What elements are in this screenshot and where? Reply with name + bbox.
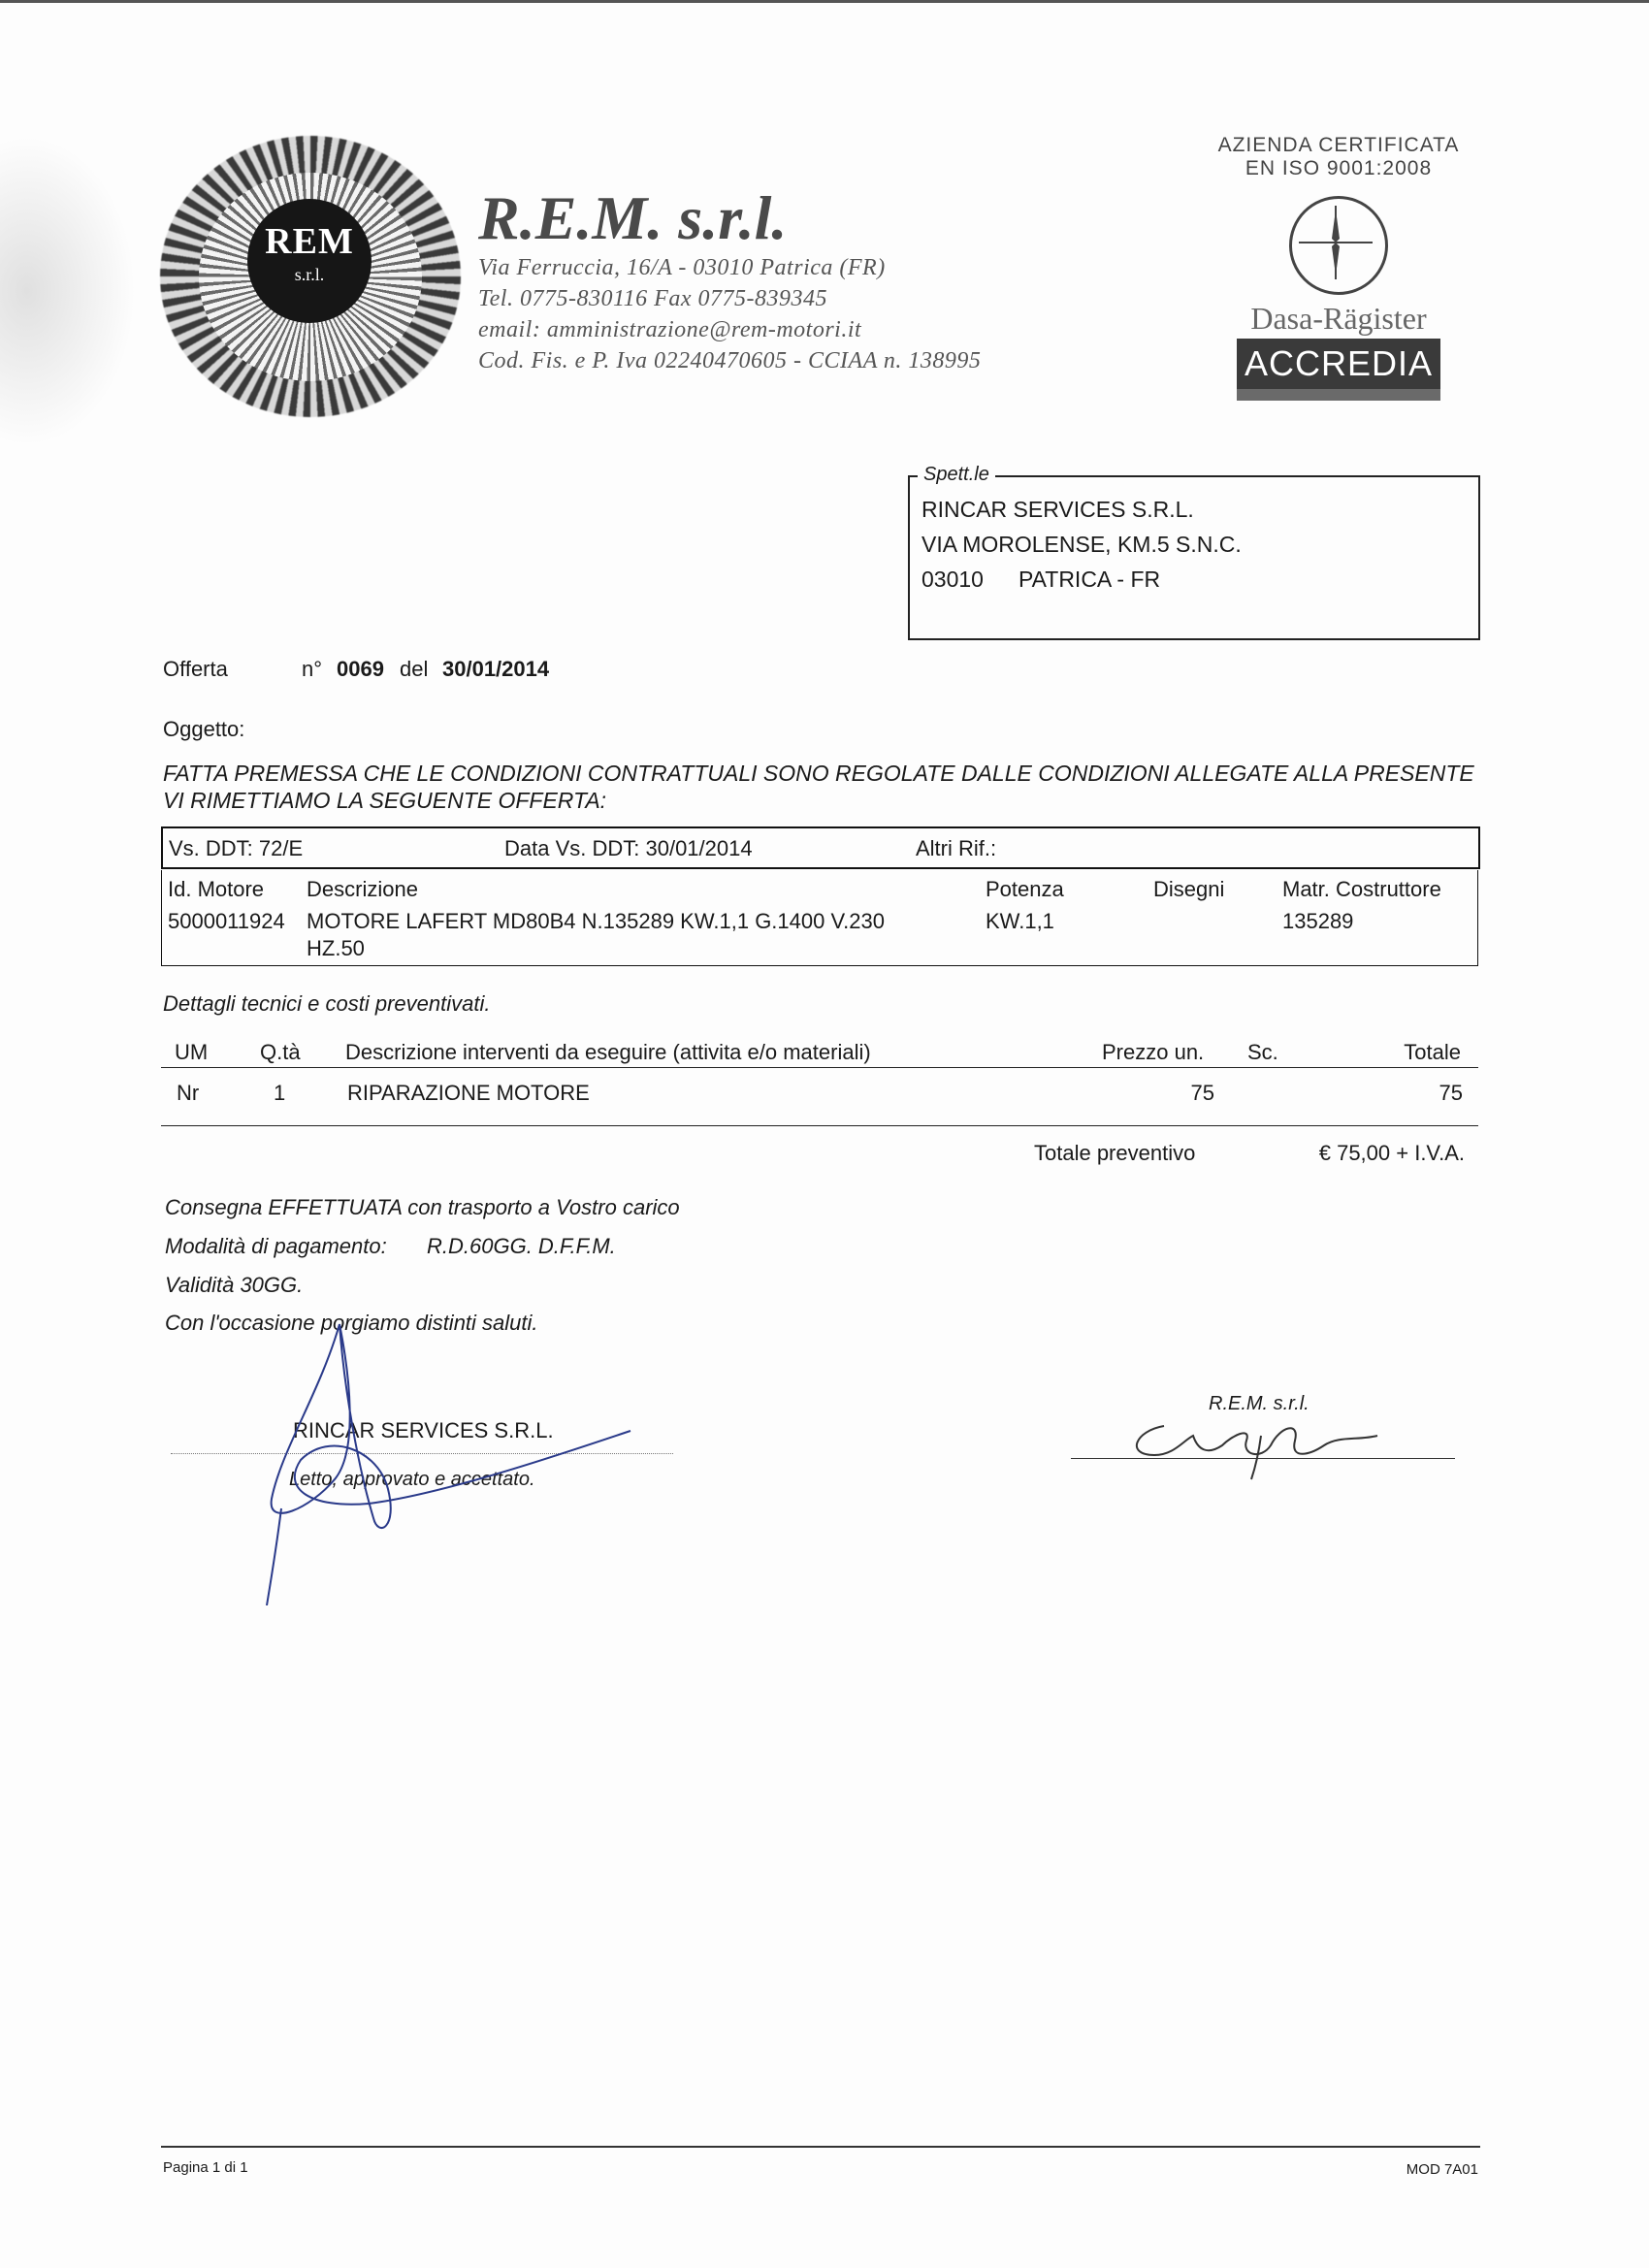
- recipient-box: [908, 464, 1480, 640]
- company-handwritten-signature: [1116, 1407, 1406, 1484]
- motor-descr-line1: MOTORE LAFERT MD80B4 N.135289 KW.1,1 G.1400 V.230: [307, 909, 885, 933]
- recipient-cap: 03010: [922, 567, 984, 592]
- client-handwritten-signature: [252, 1314, 640, 1605]
- footer-rule: [161, 2146, 1480, 2148]
- recipient-city: PATRICA - FR: [1018, 567, 1161, 592]
- motor-descr-line2: HZ.50: [307, 936, 365, 960]
- offer-premise: FATTA PREMESSA CHE LE CONDIZIONI CONTRATTUALI SONO REGOLATE DALLE CONDIZIONI ALLEGATE ALLA PRESENTE VI RIMETTIAMO LA SEGUENTE OFFERTA:: [163, 761, 1474, 813]
- details-row-qty: 1: [274, 1081, 286, 1105]
- offer-date-prefix: del: [400, 657, 429, 681]
- recipient-street: VIA MOROLENSE, KM.5 S.N.C.: [922, 532, 1242, 557]
- cert-dasa: Dasa-Rägister: [1250, 301, 1427, 336]
- client-signature-name: RINCAR SERVICES S.R.L.: [293, 1418, 554, 1442]
- recipient-label: Spett.le: [918, 464, 995, 486]
- details-header-rule: [161, 1067, 1478, 1068]
- motor-drawings-header: Disegni: [1153, 877, 1225, 901]
- ddt-other-ref: Altri Rif.:: [916, 836, 997, 860]
- details-row-total: 75: [1439, 1081, 1463, 1105]
- scan-shadow: [0, 136, 136, 446]
- motor-box: [161, 870, 1478, 966]
- motor-power: KW.1,1: [986, 909, 1054, 933]
- company-signature-name: R.E.M. s.r.l.: [1209, 1393, 1310, 1414]
- offer-number: 0069: [337, 657, 384, 681]
- motor-power-header: Potenza: [986, 877, 1064, 901]
- motor-matr-header: Matr. Costruttore: [1282, 877, 1441, 901]
- recipient-name: RINCAR SERVICES S.R.L.: [922, 497, 1194, 522]
- logo-text: REM: [265, 221, 354, 262]
- payment-label: Modalità di pagamento:: [165, 1234, 387, 1258]
- details-bottom-rule: [161, 1125, 1478, 1126]
- client-signature-note: Letto, approvato e accettato.: [289, 1469, 535, 1490]
- subject-label: Oggetto:: [163, 717, 245, 741]
- details-sc-header: Sc.: [1247, 1040, 1278, 1064]
- logo-subtext: s.r.l.: [294, 265, 325, 284]
- cert-line1: AZIENDA CERTIFICATA: [1217, 134, 1460, 156]
- payment-value: R.D.60GG. D.F.F.M.: [427, 1234, 616, 1258]
- motor-id-header: Id. Motore: [168, 877, 265, 901]
- ddt-number: Vs. DDT: 72/E: [169, 836, 304, 860]
- page-top-edge: [0, 0, 1649, 3]
- company-email: email: amministrazione@rem-motori.it: [478, 317, 862, 342]
- details-price-header: Prezzo un.: [1102, 1040, 1205, 1064]
- cert-line2: EN ISO 9001:2008: [1245, 157, 1433, 179]
- details-qty-header: Q.tà: [260, 1040, 301, 1064]
- greeting: Con l'occasione porgiamo distinti saluti.: [165, 1311, 538, 1335]
- details-title: Dettagli tecnici e costi preventivati.: [163, 991, 491, 1016]
- validity: Validità 30GG.: [165, 1273, 304, 1297]
- details-row-price: 75: [1190, 1081, 1214, 1105]
- cert-accredia-subline: [1237, 389, 1440, 401]
- details-um-header: UM: [175, 1040, 209, 1064]
- delivery-condition: Consegna EFFETTUATA con trasporto a Vostro carico: [165, 1195, 680, 1219]
- offer-date: 30/01/2014: [442, 657, 550, 681]
- company-phone: Tel. 0775-830116 Fax 0775-839345: [478, 286, 827, 311]
- company-name: R.E.M. s.r.l.: [478, 183, 788, 252]
- motor-id: 5000011924: [168, 909, 285, 933]
- details-descr-header: Descrizione interventi da eseguire (attivita e/o materiali): [345, 1040, 871, 1064]
- company-address: Via Ferruccia, 16/A - 03010 Patrica (FR): [478, 255, 886, 280]
- details-row-um: Nr: [177, 1081, 200, 1105]
- offer-label: Offerta: [163, 657, 228, 681]
- footer-mod: MOD 7A01: [1406, 2161, 1478, 2178]
- details-total-header: Totale: [1404, 1040, 1461, 1064]
- details-row-descr: RIPARAZIONE MOTORE: [347, 1081, 590, 1105]
- ddt-box: [161, 826, 1480, 869]
- total-value: € 75,00 + I.V.A.: [1318, 1141, 1465, 1165]
- compass-icon: [1289, 196, 1388, 295]
- offer-number-prefix: n°: [302, 657, 323, 681]
- company-logo-core: [247, 199, 372, 323]
- footer-page: Pagina 1 di 1: [163, 2159, 248, 2176]
- motor-descr-header: Descrizione: [307, 877, 418, 901]
- motor-matr: 135289: [1282, 909, 1354, 933]
- cert-accredia: ACCREDIA: [1237, 339, 1440, 389]
- ddt-date: Data Vs. DDT: 30/01/2014: [504, 836, 753, 860]
- company-tax: Cod. Fis. e P. Iva 02240470605 - CCIAA n. 138995: [478, 348, 982, 373]
- company-header: [478, 184, 981, 376]
- total-label: Totale preventivo: [1034, 1141, 1196, 1165]
- certification-block: [1193, 134, 1484, 401]
